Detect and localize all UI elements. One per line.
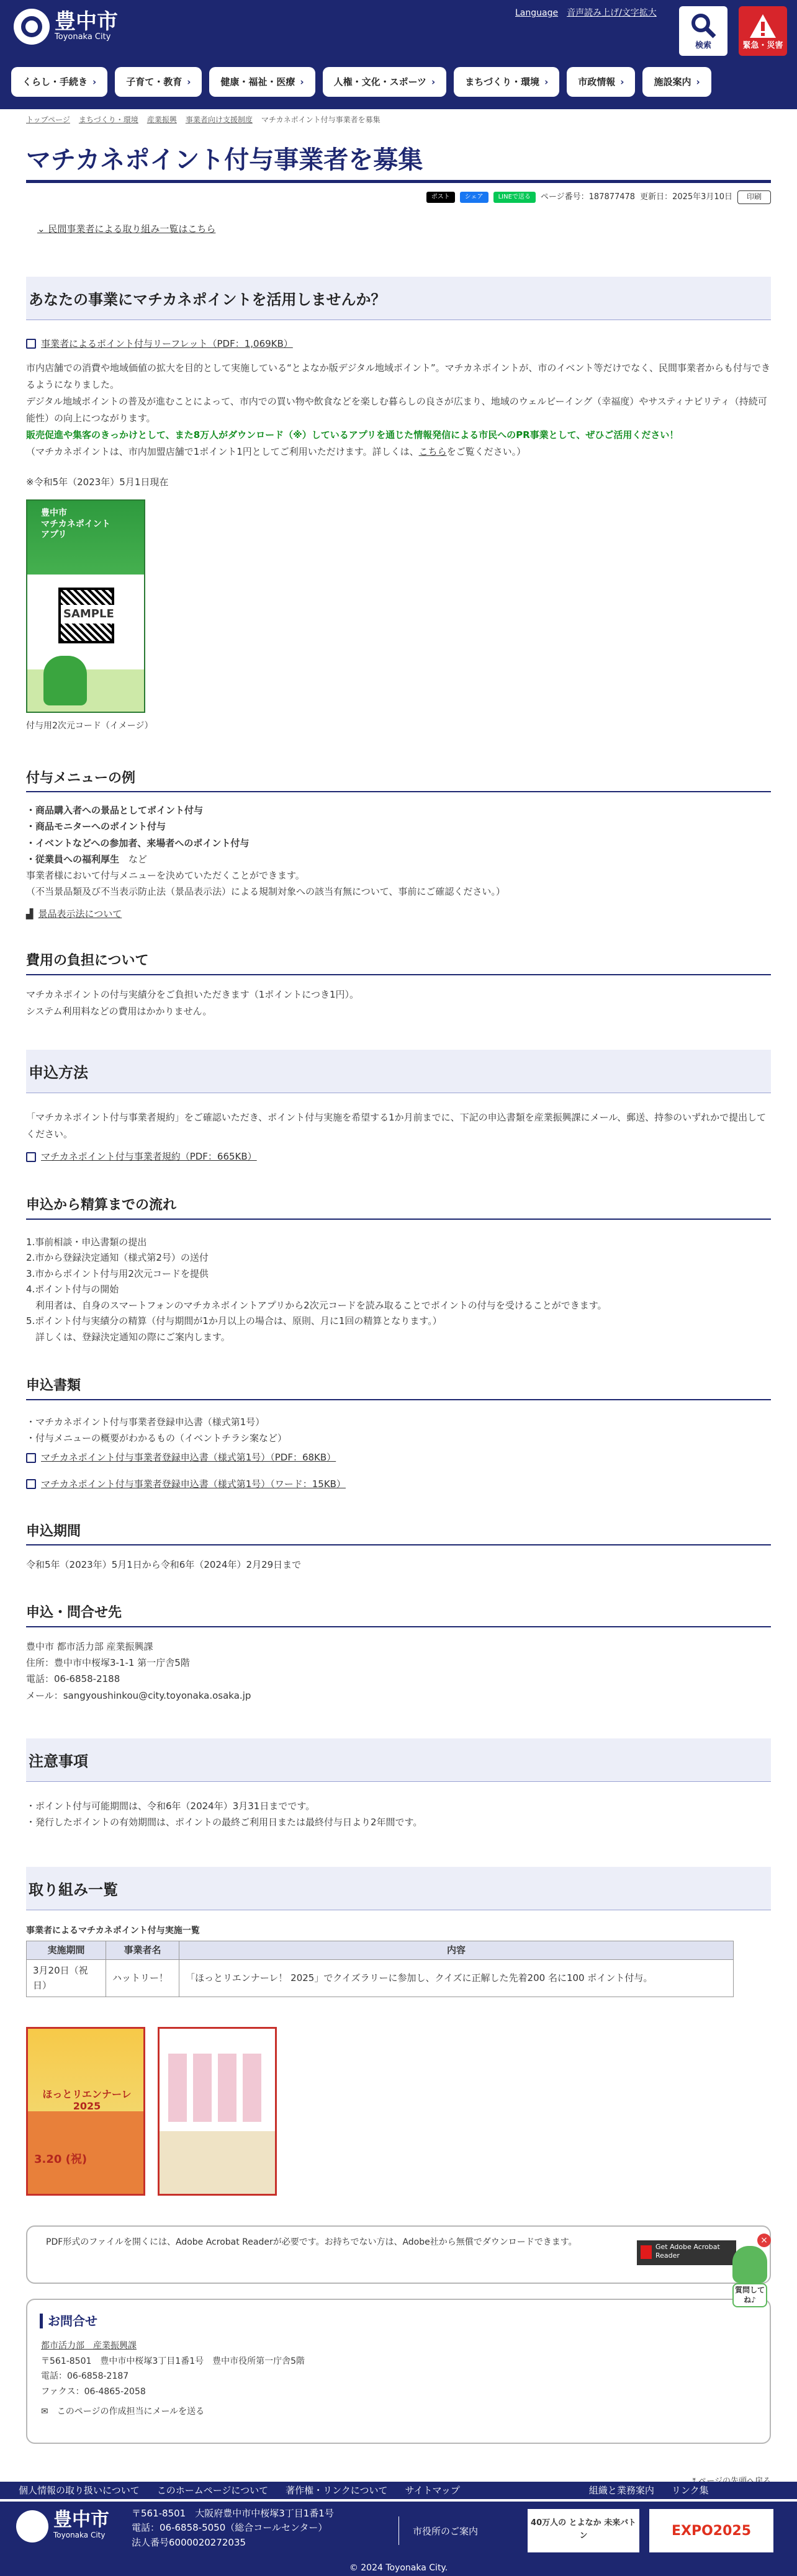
terms-pdf-label: マチカネポイント付与事業者規約（PDF：665KB） <box>41 1151 257 1163</box>
accessibility-link[interactable]: 音声読み上げ/文字拡大 <box>567 8 657 18</box>
about-link[interactable]: このホームページについて <box>156 2484 269 2496</box>
warning-icon <box>749 13 777 39</box>
table-row <box>27 1959 734 1997</box>
terms-pdf-link[interactable] <box>26 1149 771 1165</box>
contact-dept[interactable]: 都市活力部 産業振興課 <box>41 2341 137 2351</box>
menu-item: ・従業員への福利厚生 <box>26 853 120 865</box>
section-heading: あなたの事業にマチカネポイントを活用しませんか？ <box>26 277 771 320</box>
inquiry-line: 豊中市 都市活力部 産業振興課 <box>26 1640 153 1652</box>
facebook-share-button[interactable]: シェア <box>460 192 489 203</box>
flow-step: 詳しくは、登録決定通知の際にご案内します。 <box>26 1331 230 1343</box>
search-icon <box>690 12 717 39</box>
section-heading-docs: 申込書類 <box>26 1377 771 1400</box>
contact-line: 電話：06-6858-2187 <box>41 2371 129 2382</box>
footer-tel: 電話：06-6858-5050（総合コールセンター） <box>132 2522 328 2534</box>
breadcrumb-current: マチカネポイント付与事業者を募集 <box>261 115 380 124</box>
section-heading-notes: 注意事項 <box>26 1738 771 1782</box>
contact-line: 〒561-8501 豊中市中桜塚3丁目1番1号 豊中市役所第一庁舎5階 <box>41 2356 305 2366</box>
pdf-icon <box>26 1152 36 1162</box>
logo-en: Toyonaka City <box>55 32 111 42</box>
close-icon[interactable]: × <box>757 2234 771 2247</box>
date-note: ※令和5年（2023年）5月1日現在 <box>26 476 169 488</box>
note-item: ・発行したポイントの有効期間は、ポイントの最終ご利用日または最終付与日より2年間です。 <box>26 1817 423 1828</box>
breadcrumb-support[interactable]: 事業者向け支援制度 <box>185 115 253 124</box>
menu-item: ・商品購入者への景品としてポイント付与 <box>26 805 204 816</box>
event-poster-image[interactable] <box>26 2027 145 2196</box>
breadcrumb-industry[interactable]: 産業振興 <box>146 115 177 124</box>
nav-facilities[interactable]: 施設案内 › <box>642 67 711 97</box>
footer-links <box>0 2482 797 2499</box>
updated-date: 更新日：2025年3月10日 <box>640 192 732 202</box>
sitemap-link[interactable]: サイトマップ <box>405 2484 460 2496</box>
premium-law-link[interactable] <box>26 906 771 922</box>
section-heading-cost: 費用の負担について <box>26 952 771 975</box>
language-link[interactable]: Language <box>515 8 559 18</box>
inquiry-line: 住所：豊中市中桜塚3-1-1 第一庁舎5階 <box>26 1657 190 1669</box>
flow-step: 3.市からポイント付与用2次元コードを提供 <box>26 1268 209 1279</box>
nav-life[interactable]: くらし・手続き › <box>11 67 107 97</box>
section-heading-period: 申込期間 <box>26 1523 771 1546</box>
search-label: 検索 <box>695 40 711 50</box>
breadcrumb-urban[interactable]: まちづくり・環境 <box>78 115 138 124</box>
table-header: 事業者名 <box>106 1941 179 1959</box>
form-word-link[interactable] <box>26 1477 771 1492</box>
emergency-button[interactable] <box>739 6 787 56</box>
premium-law-label: 景品表示法について <box>38 908 122 919</box>
period-text: 令和5年（2023年）5月1日から令和6年（2024年）2月29日まで <box>26 1559 302 1571</box>
leaflet-pdf-link[interactable] <box>26 336 771 352</box>
x-share-button[interactable]: ポスト <box>426 192 455 203</box>
footer-address: 〒561-8501 大阪府豊中市中桜塚3丁目1番1号 <box>132 2508 334 2519</box>
poster-date: 3.20 (祝) <box>34 2153 88 2167</box>
page-id: ページ番号：187877478 <box>540 192 636 202</box>
doc-item: ・マチカネポイント付与事業者登録申込書（様式第1号） <box>26 1416 265 1428</box>
mascot-label: 質問してね♪ <box>732 2283 767 2307</box>
intro-text-2: デジタル地域ポイントの普及が進むことによって、市内での買い物や飲食などを楽しむ暮らしの良さが広まり、地域のウェルビーイング（幸福度）やサスティナビリティ（持続可能性）の向上につながります。 <box>26 396 767 424</box>
global-nav <box>0 57 797 109</box>
menu-item: ・商品モニターへのポイント付与 <box>26 821 166 833</box>
note-item: ・ポイント付与可能期間は、令和6年（2024年）3月31日までです。 <box>26 1800 315 1812</box>
breadcrumb-top[interactable]: トップページ <box>26 115 70 124</box>
poster-title: ほっとリエンナーレ 2025 <box>42 2088 132 2113</box>
pdf-icon <box>26 339 36 349</box>
logo-jp: 豊中市 <box>55 9 118 35</box>
inquiry-line: メール：sangyoushinkou@city.toyonaka.osaka.jp <box>26 1689 251 1701</box>
future-baton-banner[interactable]: 40万人の とよなか 未来バトン <box>528 2509 639 2552</box>
copyright: © 2024 Toyonaka City. <box>349 2563 448 2573</box>
flow-step: 5.ポイント付与実績分の精算（付与期間が1か月以上の場合は、原則、月に1回の精算となります。） <box>26 1315 442 1327</box>
doc-item: ・付与メニューの概要がわかるもの（イベントチラシ案など） <box>26 1432 287 1444</box>
section-heading-menu: 付与メニューの例 <box>26 770 771 793</box>
links-link[interactable]: リンク集 <box>671 2484 709 2496</box>
pdf-icon <box>26 1453 36 1463</box>
menu-note-2: （不当景品類及び不当表示防止法（景品表示法）による規制対象への該当有無について、事前にご確認ください。） <box>26 886 505 898</box>
flyer-grid-icon <box>168 2054 268 2122</box>
form-pdf-label: マチカネポイント付与事業者登録申込書（様式第1号）（PDF：68KB） <box>41 1452 336 1464</box>
menu-item-etc: など <box>128 853 148 865</box>
emergency-label: 緊急・災害 <box>742 40 783 50</box>
nav-urban[interactable]: まちづくり・環境 › <box>454 67 559 97</box>
mascot-widget[interactable] <box>727 2234 772 2317</box>
line-share-button[interactable]: LINEで送る <box>493 192 536 203</box>
sample-stamp: SAMPLE <box>61 605 117 624</box>
pdf-note-text: PDF形式のファイルを開くには、Adobe Acrobat Readerが必要です。お持ちでない方は、Adobe社から無償でダウンロードできます。 <box>46 2237 577 2248</box>
flow-step: 1.事前相談・申込書類の提出 <box>26 1236 147 1248</box>
point-note-b: をご覧ください。） <box>446 446 526 458</box>
footer-logo-en: Toyonaka City <box>53 2531 106 2540</box>
breadcrumb <box>26 114 771 127</box>
mascot-croc-icon <box>43 656 87 705</box>
highlight-text: 販売促進や集客のきっかけとして、また8万人がダウンロード（※）しているアプリを通じた情報発信による市民へのPR事業として、ぜひご活用ください！ <box>26 429 679 441</box>
nav-culture[interactable]: 人権・文化・スポーツ › <box>323 67 447 97</box>
form-pdf-link[interactable] <box>26 1450 771 1465</box>
city-hall-guide-link[interactable]: 市役所のご案内 <box>398 2516 478 2545</box>
flow-step: 4.ポイント付与の開始 <box>26 1284 119 1295</box>
cost-text-2: システム利用料などの費用はかかりません。 <box>26 1006 212 1017</box>
adobe-reader-button[interactable] <box>637 2240 736 2265</box>
site-footer <box>0 2502 797 2576</box>
flow-step: 2.市から登録決定通知（様式第2号）の送付 <box>26 1252 209 1264</box>
cost-text: マチカネポイントの付与実績分をご負担いただきます（1ポイントにつき1円）。 <box>26 989 359 1001</box>
city-emblem-icon <box>14 9 50 45</box>
footer-corp: 法人番号6000020272035 <box>132 2536 246 2548</box>
form-word-label: マチカネポイント付与事業者登録申込書（様式第1号）（ワード：15KB） <box>41 1478 346 1490</box>
privacy-link[interactable]: 個人情報の取り扱いについて <box>19 2484 140 2496</box>
menu-item: ・イベントなどへの参加者、来場者へのポイント付与 <box>26 837 250 849</box>
mascot-icon <box>732 2246 767 2283</box>
event-flyer-image[interactable] <box>158 2027 277 2196</box>
contact-box <box>26 2299 771 2444</box>
section-heading-inquiry: 申込・問合せ先 <box>26 1604 771 1627</box>
footer-logo-jp: 豊中市 <box>53 2509 109 2531</box>
initiatives-toggle[interactable]: ⌄ 民間事業者による取り組み一覧はこちら <box>37 223 216 235</box>
mail-link[interactable] <box>41 2404 305 2420</box>
card-title: 豊中市 マチカネポイント アプリ <box>41 508 110 540</box>
city-emblem-icon <box>16 2510 48 2542</box>
leaflet-pdf-label: 事業者によるポイント付与リーフレット（PDF：1,069KB） <box>41 338 293 349</box>
table-cell: 「ほっとリエンナーレ！ 2025」でクイズラリーに参加し、クイズに正解した先着200 名に100 ポイント付与。 <box>179 1959 734 1997</box>
menu-note: 事業者様において付与メニューを決めていただくことができます。 <box>26 870 305 882</box>
point-note <box>26 444 771 460</box>
table-cell: ハットリー！ <box>106 1959 179 1997</box>
nav-childcare[interactable]: 子育て・教育 › <box>115 67 202 97</box>
site-logo[interactable] <box>14 9 118 45</box>
footer-logo <box>16 2510 109 2542</box>
initiatives-toggle-label: 民間事業者による取り組み一覧はこちら <box>48 223 216 235</box>
copyright-link[interactable]: 著作権・リンクについて <box>286 2484 388 2496</box>
page-title: マチカネポイント付与事業者を募集 <box>26 144 771 183</box>
mail-icon: ✉ <box>41 2407 48 2417</box>
apply-text: 「マチカネポイント付与事業者規約」をご確認いただき、ポイント付与実施を希望する1か月前までに、下記の申込書類を産業振興課にメール、郵送、持参のいずれかで提出してください。 <box>26 1112 767 1140</box>
print-button[interactable]: 印刷 <box>737 190 771 204</box>
site-header <box>0 0 797 57</box>
initiatives-table <box>26 1941 734 1997</box>
inquiry-line: 電話：06-6858-2188 <box>26 1673 120 1685</box>
section-heading-initiatives: 取り組み一覧 <box>26 1867 771 1910</box>
qr-caption: 付与用2次元コード（イメージ） <box>26 721 153 731</box>
nav-admin[interactable]: 市政情報 › <box>567 67 635 97</box>
adobe-icon <box>641 2245 652 2259</box>
table-caption: 事業者によるマチカネポイント付与実施一覧 <box>26 1925 200 1936</box>
table-cell: 3月20日（祝日） <box>27 1959 106 1997</box>
expo-banner[interactable]: EXPO2025 <box>649 2509 773 2552</box>
external-icon: ▟ <box>26 908 34 919</box>
pdf-reader-note <box>26 2225 771 2284</box>
section-heading-apply: 申込方法 <box>26 1050 771 1093</box>
nav-health[interactable]: 健康・福祉・医療 › <box>209 67 315 97</box>
search-button[interactable] <box>679 6 727 56</box>
org-link[interactable]: 組織と業務案内 <box>588 2484 654 2496</box>
table-header: 実施期間 <box>27 1941 106 1959</box>
mail-link-label: このページの作成担当にメールを送る <box>56 2407 205 2417</box>
point-detail-link[interactable]: こちら <box>418 446 447 458</box>
flow-step: 利用者は、自身のスマートフォンのマチカネポイントアプリから2次元コードを読み取ることでポイントの付与を受けることができます。 <box>26 1299 607 1311</box>
table-header: 内容 <box>179 1941 734 1959</box>
adobe-badge-label: Get Adobe Acrobat Reader <box>655 2243 720 2260</box>
point-note-a: （マチカネポイントは、市内加盟店舗で1ポイント1円としてご利用いただけます。詳しくは、 <box>26 446 419 458</box>
word-icon <box>26 1479 36 1489</box>
section-heading-flow: 申込から精算までの流れ <box>26 1197 771 1220</box>
qr-card-image <box>26 499 145 713</box>
contact-line: ファクス：06-4865-2058 <box>41 2386 146 2397</box>
intro-text: 市内店舗での消費や地域価値の拡大を目的として実施している“とよなか版デジタル地域ポイント”。マチカネポイントが、市のイベント等だけでなく、民間事業者からも付与できるようになりました。 <box>26 362 771 391</box>
contact-heading: お問合せ <box>40 2314 97 2328</box>
